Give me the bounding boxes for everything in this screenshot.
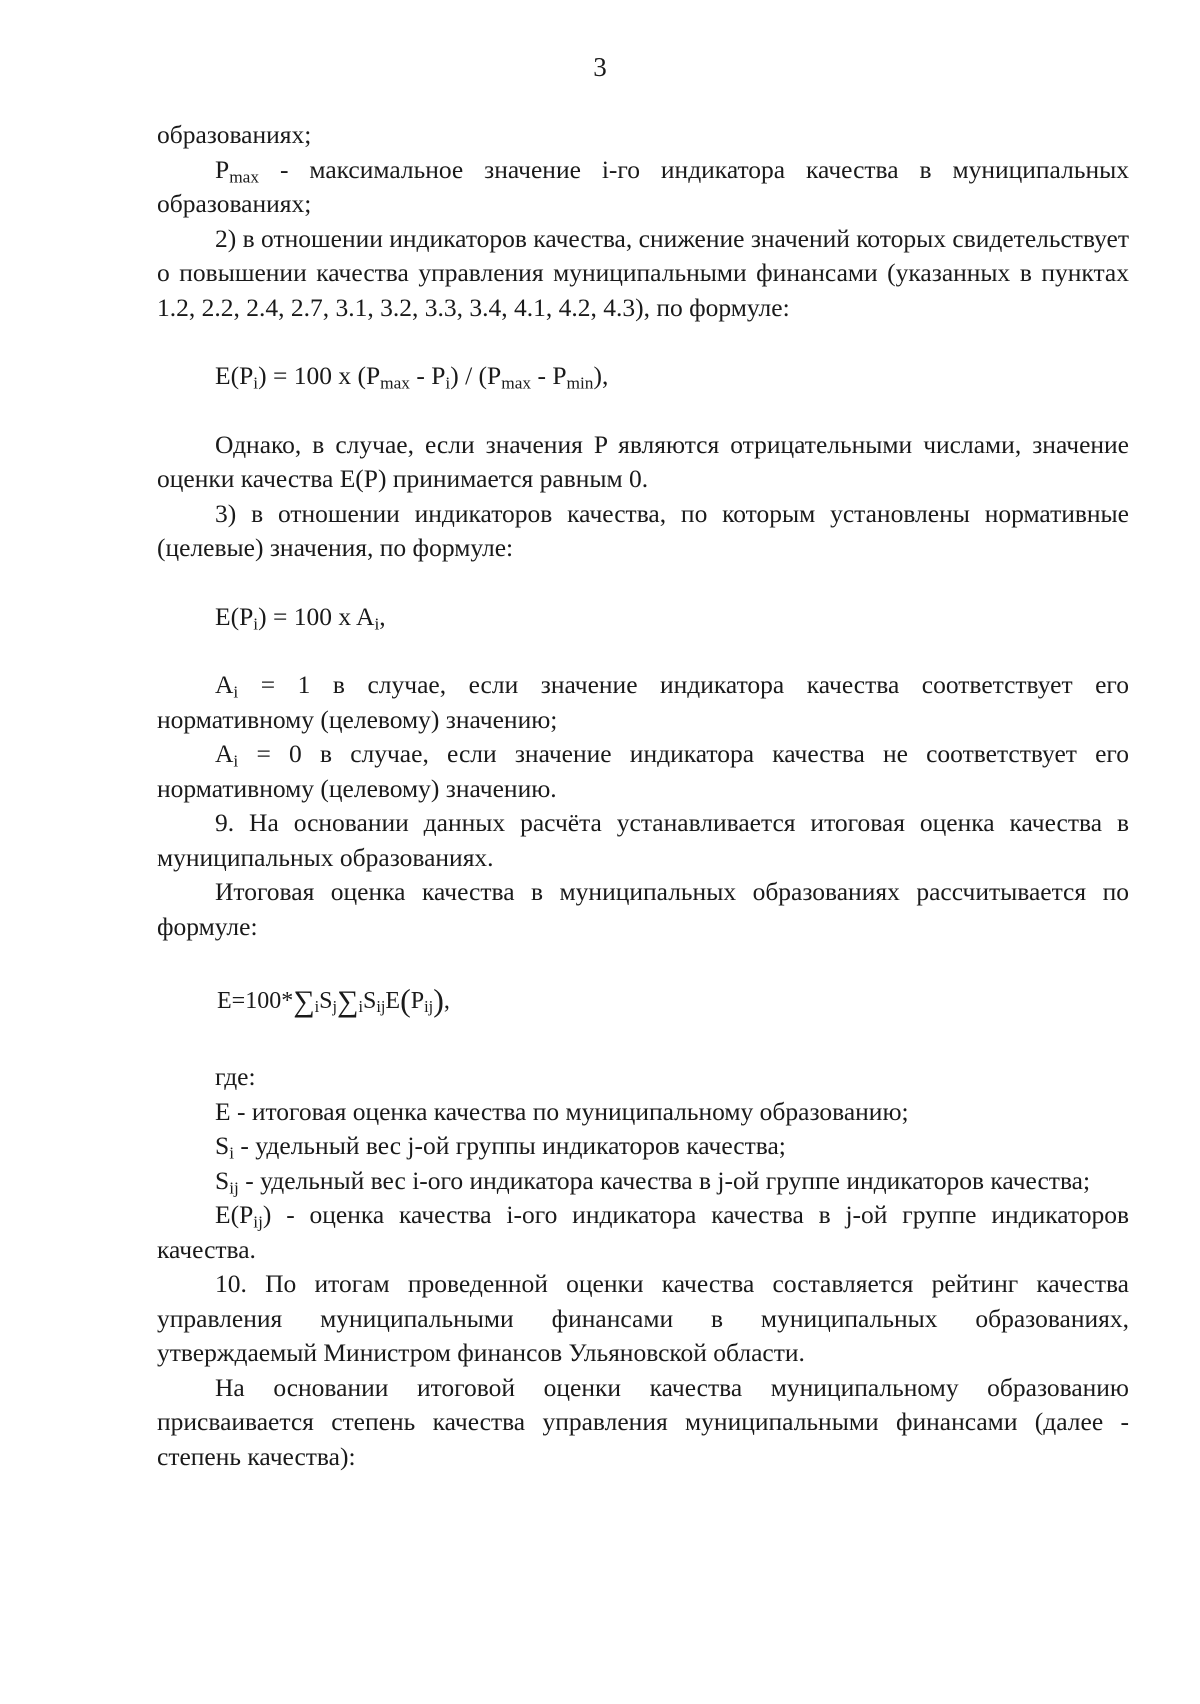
paragraph-item-2: 2) в отношении индикаторов качества, снижение значений которых свидетельствует о повышении качества управления муниципальными финансами (указанных в пунктах 1.2, 2.2, 2.4, 2.7, 3.1, 3.2, 3.3, 3.4, 4.1, 4.2, 4.3), по формуле: [157, 223, 1129, 322]
paragraph-epij-definition: $E(P_{ij})$ - оценка качества i-ого индикатора качества в j-ой группе индикаторов качества. [157, 1200, 1129, 1264]
formula-normative-indicators: $E(P_i) = 100$ x $A_i$, [215, 601, 386, 633]
paragraph-where: где: [215, 1062, 256, 1091]
page-number: 3 [593, 52, 607, 82]
paragraph-sij-definition: $S_{ij}$ - удельный вес i-ого индикатора качества в j-ой группе индикаторов качества; [215, 1165, 1091, 1197]
paragraph-final-assessment: Итоговая оценка качества в муниципальных образованиях рассчитывается по формуле: [157, 877, 1129, 941]
paragraph-item-3: 3) в отношении индикаторов качества, по которым установлены нормативные (целевые) значения, по формуле: [157, 498, 1129, 562]
paragraph-e-definition: E - итоговая оценка качества по муниципальному образованию; [215, 1096, 909, 1126]
paragraph-pmax-definition: $P_{max}$ - максимальное значение i-го индикатора качества в муниципальных образованиях; [157, 154, 1129, 218]
paragraph-item-10: 10. По итогам проведенной оценки качества составляется рейтинг качества управления муниципальными финансами в муниципальных образованиях, утверждаемый Министром финансов Ульяновской области. [157, 1269, 1129, 1367]
paragraph-quality-degree: На основании итоговой оценки качества муниципальному образованию присваивается степень качества управления муниципальными финансами (далее - степень качества): [157, 1372, 1129, 1471]
document-body [157, 118, 1129, 1474]
paragraph-ai-equals-0: $A_i = 0$ в случае, если значение индикатора качества не соответствует его нормативному (целевому) значению. [157, 739, 1129, 803]
formula-decreasing-indicators: $E(P_i) = 100$ x $(P_{max} - P_i) / (P_{max} - P_{min})$, [215, 361, 609, 393]
paragraph-item-9: 9. На основании данных расчёта устанавливается итоговая оценка качества в муниципальных образованиях. [157, 808, 1129, 872]
formula-final-assessment: $E=100*\sum_iS_j\sum_iS_{ij}E(P_{ij})$, [217, 982, 450, 1018]
paragraph-si-definition: $S_i$ - удельный вес j-ой группы индикаторов качества; [215, 1131, 786, 1163]
paragraph-ai-equals-1: $A_i = 1$ в случае, если значение индикатора качества соответствует его нормативному (целевому) значению; [157, 670, 1129, 734]
paragraph-negative-values: Однако, в случае, если значения P являются отрицательными числами, значение оценки качества E(P) принимается равным 0. [157, 429, 1129, 493]
paragraph-continuation: образованиях; [157, 120, 312, 149]
